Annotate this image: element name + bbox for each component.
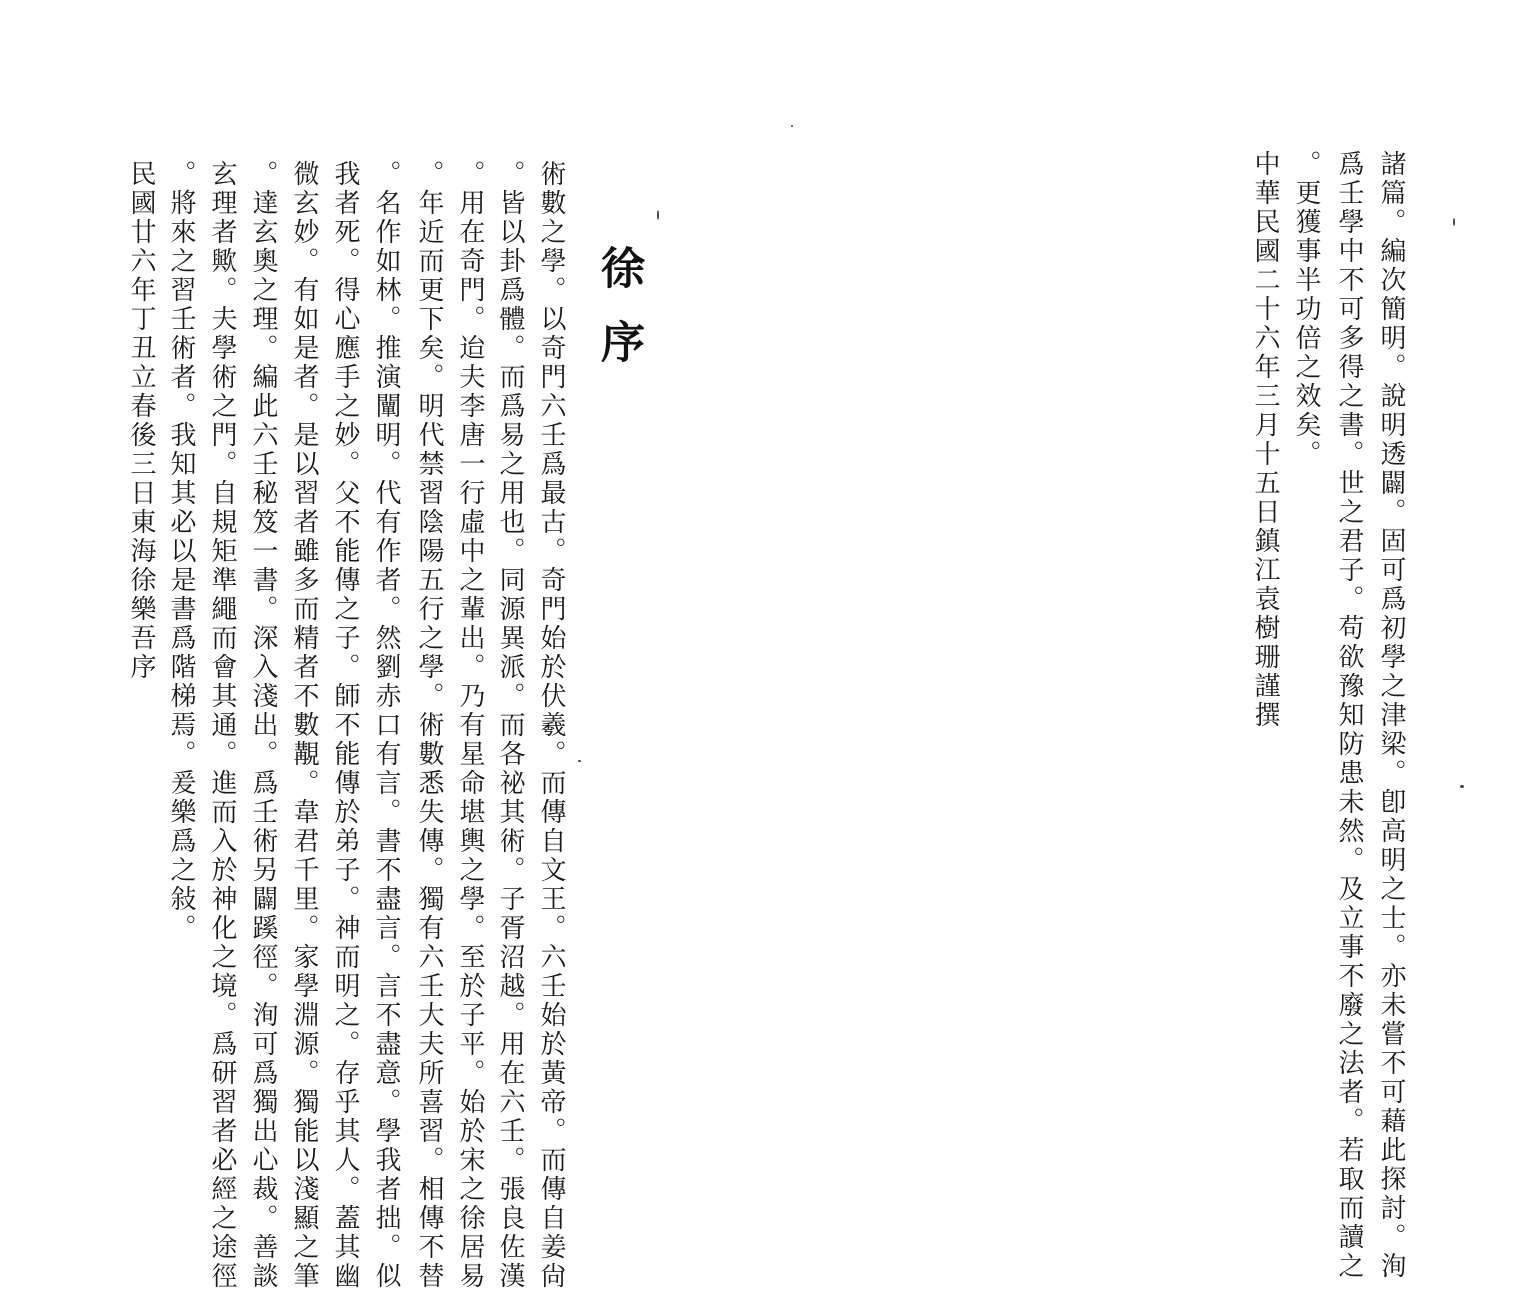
preface-column-9: 玄理者歟。夫學術之門。自規矩準繩而會其通。進而入於神化之境。爲研習者必經之途徑 xyxy=(207,160,237,1291)
right-page-column-3: 。更獲事半功倍之效矣。 xyxy=(1291,150,1321,469)
right-page-signature: 中華民國二十六年三月十五日鎮江袁樹珊謹撰 xyxy=(1250,150,1280,730)
right-page-column-1: 諸篇。編次簡明。說明透闢。固可爲初學之津梁。卽高明之士。亦未嘗不可藉此探討。洵 xyxy=(1376,150,1406,1281)
preface-column-3: 。用在奇門。迨夫李唐一行虛中之輩出。乃有星命堪輿之學。至於子平。始於宋之徐居易 xyxy=(455,160,485,1291)
preface-column-10: 。將來之習壬術者。我知其必以是書爲階梯焉。爰樂爲之敍。 xyxy=(166,160,196,943)
preface-column-5: 。名作如林。推演闡明。代有作者。然劉赤口有言。書不盡言。言不盡意。學我者拙。似 xyxy=(371,160,401,1291)
preface-column-6: 我者死。得心應手之妙。父不能傳之子。師不能傳於弟子。神而明之。存乎其人。蓋其幽 xyxy=(330,160,360,1291)
preface-signature: 民國廿六年丁丑立春後三日東海徐樂吾序 xyxy=(126,160,156,682)
scan-speck xyxy=(791,125,793,127)
right-page-column-2: 爲壬學中不可多得之書。世之君子。苟欲豫知防患未然。及立事不廢之法者。若取而讀之 xyxy=(1334,150,1364,1281)
scan-speck xyxy=(578,760,581,762)
preface-column-4: 。年近而更下矣。明代禁習陰陽五行之學。術數悉失傳。獨有六壬大夫所喜習。相傳不替 xyxy=(414,160,444,1291)
scan-speck xyxy=(1460,785,1464,788)
preface-column-7: 微玄妙。有如是者。是以習者雖多而精者不數覯。韋君千里。家學淵源。獨能以淺顯之筆 xyxy=(289,160,319,1291)
preface-title: 徐序 xyxy=(593,245,644,393)
scan-speck xyxy=(657,210,659,220)
preface-column-8: 。達玄奧之理。編此六壬秘笈一書。深入淺出。爲壬術另闢蹊徑。洵可爲獨出心裁。善談 xyxy=(248,160,278,1291)
preface-column-1: 術數之學。以奇門六壬爲最古。奇門始於伏羲。而傳自文王。六壬始於黃帝。而傳自姜尙 xyxy=(536,160,566,1291)
preface-column-2: 。皆以卦爲體。而爲易之用也。同源異派。而各祕其術。子胥沼越。用在六壬。張良佐漢 xyxy=(495,160,525,1291)
scan-speck xyxy=(1453,218,1455,226)
